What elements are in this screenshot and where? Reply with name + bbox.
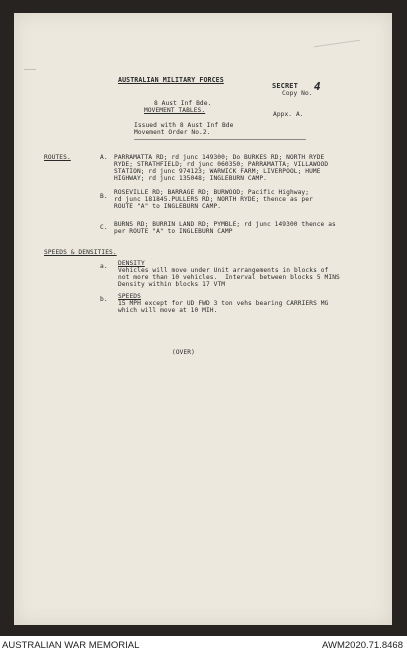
speeds-densities-heading: SPEEDS & DENSITIES.	[44, 249, 117, 256]
header-title: AUSTRALIAN MILITARY FORCES	[118, 76, 224, 84]
item-b-letter: b.	[100, 296, 108, 303]
copy-no-label: Copy No.	[282, 90, 313, 97]
brigade-title: 8 Aust Inf Bde.	[154, 100, 212, 107]
copy-no-value: 4	[314, 80, 321, 93]
archive-footer	[0, 636, 407, 653]
appendix-label: Appx. A.	[273, 111, 304, 118]
route-c-line: BURNS RD; BURRIN LAND RD; PYMBLE; rd junc 149300 thence as	[114, 221, 336, 228]
density-heading: DENSITY	[118, 260, 145, 267]
speeds-line: 15 MPH except for UD FWD 3 ton vehs bearing CARRIERS MG	[118, 300, 329, 307]
document-page	[14, 13, 392, 625]
route-a-line: STATION; rd junc 974123; WARWICK FARM; LIVERPOOL; HUME	[114, 168, 321, 175]
density-line: not more than 10 vehicles. Interval between blocks 5 MINS	[118, 274, 340, 281]
route-b-line: ROSEVILLE RD; BARRAGE RD; BURWOOD; Pacific Highway;	[114, 189, 310, 196]
density-line: Vehicles will move under Unit arrangements in blocks of	[118, 267, 329, 274]
route-a-line: RYDE; STRATHFIELD; rd junc 060350; PARRAMATTA; VILLAWOOD	[114, 161, 329, 168]
issued-line-1: Issued with 8 Aust Inf Bde	[134, 122, 234, 129]
separator-line	[134, 139, 306, 140]
route-c-letter: C.	[100, 224, 108, 231]
over-note: (OVER)	[172, 349, 195, 356]
route-c-line: per ROUTE "A" to INGLEBURN CAMP	[114, 228, 233, 235]
paper-mark	[314, 40, 360, 47]
movement-tables-title: MOVEMENT TABLES.	[144, 107, 206, 114]
route-a-line: HIGHWAY; rd junc 135048; INGLEBURN CAMP.	[114, 175, 268, 182]
speeds-subheading: SPEEDS	[118, 293, 141, 300]
footer-reference: AWM2020.71.8468	[322, 640, 403, 651]
route-b-letter: B.	[100, 193, 108, 200]
paper-mark	[24, 69, 36, 70]
route-a-letter: A.	[100, 154, 108, 161]
route-a-line: PARRAMATTA RD; rd junc 149300; Do BURKES RD; NORTH RYDE	[114, 154, 325, 161]
footer-institution: AUSTRALIAN WAR MEMORIAL	[2, 640, 140, 651]
routes-heading: ROUTES.	[44, 154, 71, 161]
route-b-line: ROUTE "A" to INGLEBURN CAMP.	[114, 203, 222, 210]
secret-label: SECRET	[272, 82, 298, 90]
speeds-line: which will move at 10 MIH.	[118, 307, 218, 314]
item-a-letter: a.	[100, 263, 108, 270]
issued-line-2: Movement Order No.2.	[134, 129, 211, 136]
route-b-line: rd junc 181845.PULLERS RD; NORTH RYDE; thence as per	[114, 196, 313, 203]
density-line: Density within blocks 17 VTM	[118, 281, 226, 288]
